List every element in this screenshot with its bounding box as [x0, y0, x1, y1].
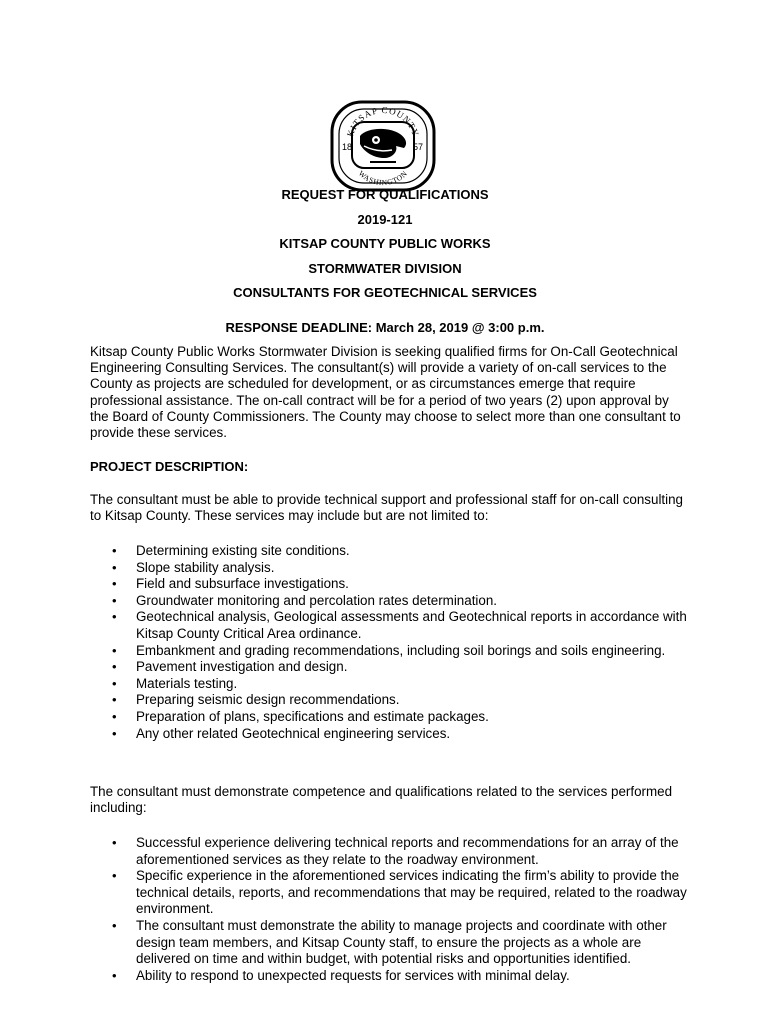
intro-paragraph: Kitsap County Public Works Stormwater Division is seeking qualified firms for On-Call Geotechnical Engineering Consulting Services. The consultant(s) will provide a variety of on-call services to the County as projects are scheduled for development, or as circumstances emerge that require professional assistance. The on-call contract will be for a period of two years (2) upon approval by the Board of County Commissioners. The County may choose to select more than one consultant to provide these services. — [90, 344, 681, 441]
list-item: • Groundwater monitoring and percolation rates determination. — [90, 593, 690, 610]
services-list — [90, 543, 690, 742]
county-seal-logo — [330, 100, 436, 192]
qualifications-lead-paragraph: The consultant must demonstrate competence and qualifications related to the services performed including: — [90, 784, 673, 816]
document-title: REQUEST FOR QUALIFICATIONS — [281, 187, 489, 202]
list-item: • Ability to respond to unexpected requests for services with minimal delay. — [90, 968, 690, 985]
project-lead-paragraph: The consultant must be able to provide technical support and professional staff for on-call consulting to Kitsap County. These services may include but are not limited to: — [90, 492, 684, 524]
seal-year-left: 18 — [342, 142, 353, 152]
list-item: • Field and subsurface investigations. — [90, 576, 690, 593]
list-item: • Slope stability analysis. — [90, 560, 690, 577]
list-item: • Pavement investigation and design. — [90, 659, 690, 676]
list-item: • Embankment and grading recommendations, including soil borings and soils engineering. — [90, 643, 690, 660]
list-item: • Geotechnical analysis, Geological assessments and Geotechnical reports in accordance with Kitsap County Critical Area ordinance. — [90, 609, 690, 642]
rfq-subject: CONSULTANTS FOR GEOTECHNICAL SERVICES — [233, 285, 537, 300]
seal-bottom-text: WASHINGTON — [356, 168, 410, 188]
list-item: • The consultant must demonstrate the ability to manage projects and coordinate with other design team members, and Kitsap County staff, to ensure the projects as a whole are delivered on time and within budget, with potential risks and opportunities identified. — [90, 918, 690, 968]
rfq-number: 2019-121 — [357, 212, 413, 227]
response-deadline: RESPONSE DEADLINE: March 28, 2019 @ 3:00 p.m. — [225, 320, 545, 335]
list-item: • Successful experience delivering technical reports and recommendations for an array of the aforementioned services as they relate to the roadway environment. — [90, 835, 690, 868]
list-item: • Any other related Geotechnical engineering services. — [90, 726, 690, 743]
project-description-heading: PROJECT DESCRIPTION: — [90, 459, 249, 474]
list-item: • Preparing seismic design recommendations. — [90, 692, 690, 709]
division-name: STORMWATER DIVISION — [308, 261, 462, 276]
list-item: • Preparation of plans, specifications and estimate packages. — [90, 709, 690, 726]
list-item: • Materials testing. — [90, 676, 690, 693]
list-item: • Determining existing site conditions. — [90, 543, 690, 560]
seal-year-right: 57 — [413, 142, 424, 152]
list-item: • Specific experience in the aforementioned services indicating the firm’s ability to provide the technical details, reports, and recommendations that may be required, related to the roadway environment. — [90, 868, 690, 918]
qualifications-list — [90, 835, 690, 984]
department-name: KITSAP COUNTY PUBLIC WORKS — [279, 236, 491, 251]
seal-top-text: KITSAP COUNTY — [344, 104, 422, 139]
